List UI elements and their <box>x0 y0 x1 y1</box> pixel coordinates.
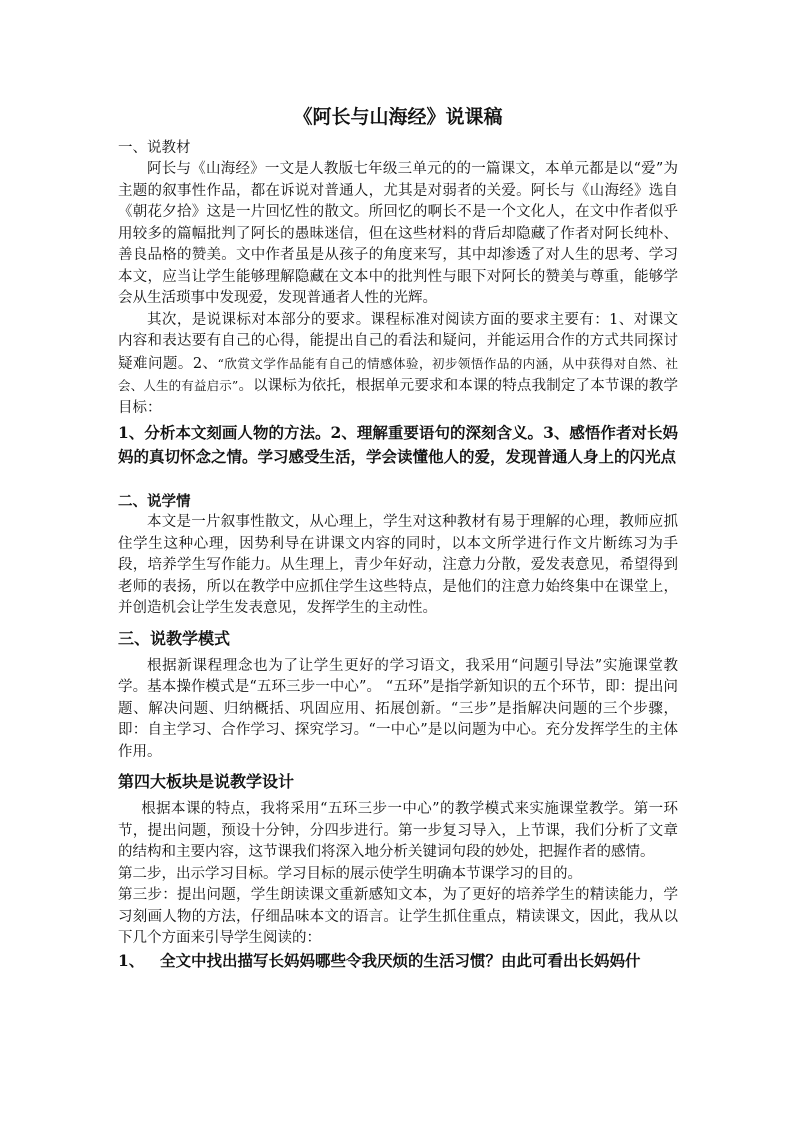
teaching-goals: 1、分析本文刻画人物的方法。2、理解重要语句的深刻含义。3、感悟作者对长妈妈的真切怀念之情。学习感受生活，学会读懂他人的爱，发现普通人身上的闪光点 <box>118 423 678 466</box>
list-item-number: 1、 <box>118 950 145 970</box>
curriculum-text-b: 。以课标为依托，根据单元要求和本课的特点我制定了本节课的教学目标： <box>118 378 678 416</box>
paragraph-textbook-intro: 阿长与《山海经》一文是人教版七年级三单元的的一篇课文，本单元都是以“爱”为主题的叙事性作品，都在诉说对普通人，尤其是对弱者的关爱。阿长与《山海经》选自《朝花夕拾》这是一片回忆性的散文。所回忆的啊长不是一个文化人，在文中作者似乎用较多的篇幅批判了阿长的愚昧迷信，但在这些材料的背后却隐藏了作者对阿长纯朴、善良品格的赞美。文中作者虽是从孩子的角度来写，其中却渗透了对人生的思考、学习本文，应当让学生能够理解隐藏在文本中的批判性与眼下对阿长的赞美与尊重，能够学会从生活琐事中发现爱，发现普通者人性的光辉。 <box>118 161 678 306</box>
paragraph-design-step2: 第二步，出示学习目标。学习目标的展示使学生明确本节课学习的目的。 <box>118 865 582 882</box>
list-item-text: 全文中找出描写长妈妈哪些令我厌烦的生活习惯？由此可看出长妈妈什 <box>160 950 641 970</box>
curriculum-quote: “欣赏文学作品能有自己的情感体验，初步领悟作品的内涵，从中获得对自然、社会、人生的有益启示” <box>118 355 678 393</box>
list-item-question-1 <box>118 950 678 972</box>
section-heading-teaching-mode: 三、说教学模式 <box>118 628 231 648</box>
paragraph-curriculum-standard <box>118 310 678 420</box>
page-title: 《阿长与山海经》说课稿 <box>293 106 503 128</box>
paragraph-design-step1: 根据本课的特点，我将采用“五环三步一中心”的教学模式来实施课堂教学。第一环节，提出问题，预设十分钟，分四步进行。第一步复习导入，上节课，我们分析了文章的结构和主要内容，这节课我们将深入地分析关键词句段的妙处，把握作者的感情。 <box>118 801 678 860</box>
section-heading-teaching-design: 第四大板块是说教学设计 <box>118 772 295 791</box>
paragraph-students: 本文是一片叙事性散文，从心理上，学生对这种教材有易于理解的心理，教师应抓住学生这种心理，因势利导在讲课文内容的同时，以本文所学进行作文片断练习为手段，培养学生写作能力。从生理上，青少年好动，注意力分散，爱发表意见，希望得到老师的表扬，所以在教学中应抓住学生这些特点，是他们的注意力始终集中在课堂上，并创造机会让学生发表意见，发挥学生的主动性。 <box>118 514 678 616</box>
section-heading-textbook: 一、说教材 <box>118 140 191 156</box>
curriculum-text-a: 其次，是说课标对本部分的要求。课程标准对阅读方面的要求主要有：1、对课文内容和表达要有自己的心得，能提出自己的看法和疑问，并能运用合作的方式共同探讨疑难问题。2、 <box>118 311 678 372</box>
section-heading-students: 二、说学情 <box>118 493 191 510</box>
document-page <box>118 104 678 972</box>
spacer <box>118 469 678 491</box>
paragraph-teaching-mode: 根据新课程理念也为了让学生更好的学习语文，我采用“问题引导法”实施课堂教学。基本操作模式是“五环三步一中心”。 “五环”是指学新知识的五个环节，即：提出问题、解决问题、归纳概括、巩固应用、拓展创新。“三步”是指解决问题的三个步骤，即：自主学习、合作学习、探究学习。“一中心”是以问题为中心。充分发挥学生的主体作用。 <box>118 657 678 760</box>
paragraph-design-step3: 第三步：提出问题，学生朗读课文重新感知文本，为了更好的培养学生的精读能力，学习刻画人物的方法，仔细品味本文的语言。让学生抓住重点，精读课文，因此，我从以下几个方面来引导学生阅读的： <box>118 887 678 946</box>
